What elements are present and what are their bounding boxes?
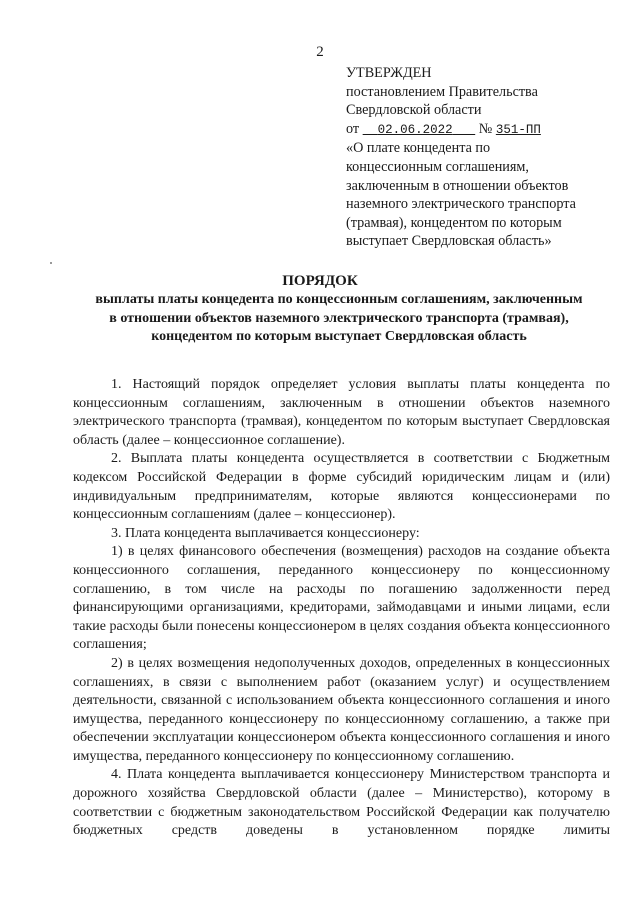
subtitle-line: концедентом по которым выступает Свердловская область — [151, 329, 527, 344]
subparagraph-1: 1) в целях финансового обеспечения (возмещения) расходов на создание объекта концессионного соглашения, переданного концессионеру по концессионному соглашению, в том числе на расходы по погашению задолженности перед финансирующими организациями, кредиторами, займодавцами и иными лицами, если такие расходы были понесены концессионером в целях создания объекта концессионного соглашения; — [73, 544, 610, 653]
subparagraph-2: 2) в целях возмещения недополученных доходов, определенных в концессионных соглашениях, в связи с выполнением работ (оказанием услуг) и осуществлением деятельности, связанной с использованием объекта концессионного соглашения и иного имущества, переданного концессионеру по концессионному соглашению, а также при обеспечении эксплуатации концессионером объекта концессионного соглашения и иного имущества, переданного концессионеру по концессионному соглашению. — [73, 655, 610, 764]
document-title: ПОРЯДОК — [282, 273, 358, 289]
subtitle-line: в отношении объектов наземного электрического транспорта (трамвая), — [109, 310, 569, 326]
page-number: 2 — [316, 44, 324, 60]
approval-block — [346, 64, 616, 251]
approval-heading: УТВЕРЖДЕН — [346, 65, 432, 81]
document-subtitle — [64, 291, 614, 347]
paragraph-2: 2. Выплата платы концедента осуществляется в соответствии с Бюджетным кодексом Российской Федерации в форме субсидий юридическим лицам и (или) индивидуальным предпринимателям, которые являются концессионерами по концессионным соглашениям (далее – концессионер). — [73, 451, 610, 523]
approval-line-1: постановлением Правительства — [346, 83, 538, 100]
paragraph-4: 4. Плата концедента выплачивается концессионеру Министерством транспорта и дорожного хозяйства Свердловской области (далее – Министерство), которому в соответствии с бюджетным законодательством Российской Федерации как получателю бюджетных средств доведены в установленном порядке лимиты — [73, 767, 610, 839]
paragraph-1: 1. Настоящий порядок определяет условия выплаты платы концедента по концессионным соглашениям, заключенным в отношении объектов наземного электрического транспорта (трамвая), концедентом по которым выступает Свердловская область (далее – концессионное соглашение). — [73, 377, 610, 448]
subtitle-line: выплаты платы концедента по концессионным соглашениям, заключенным — [95, 292, 583, 307]
approval-quote-line: наземного электрического транспорта — [346, 196, 576, 213]
approval-quote-line: концессионным соглашениям, — [346, 158, 529, 175]
approval-line-2: Свердловской области — [346, 102, 482, 119]
approval-quote-line: (трамвая), концедентом по которым — [346, 214, 562, 231]
approval-quote-line: заключенным в отношении объектов — [346, 177, 569, 194]
scan-speck — [50, 262, 52, 264]
date-prefix: от — [346, 120, 360, 137]
document-body — [73, 376, 610, 841]
approval-quote-line: выступает Свердловская область» — [346, 233, 552, 250]
paragraph-3: 3. Плата концедента выплачивается концессионеру: — [111, 525, 420, 541]
approval-date-line — [346, 120, 616, 140]
number-sign: № — [478, 120, 493, 137]
number-value: 351-ПП — [495, 122, 541, 137]
date-value: 02.06.2022 — [377, 122, 453, 137]
approval-quote-line: «О плате концедента по — [346, 140, 491, 157]
